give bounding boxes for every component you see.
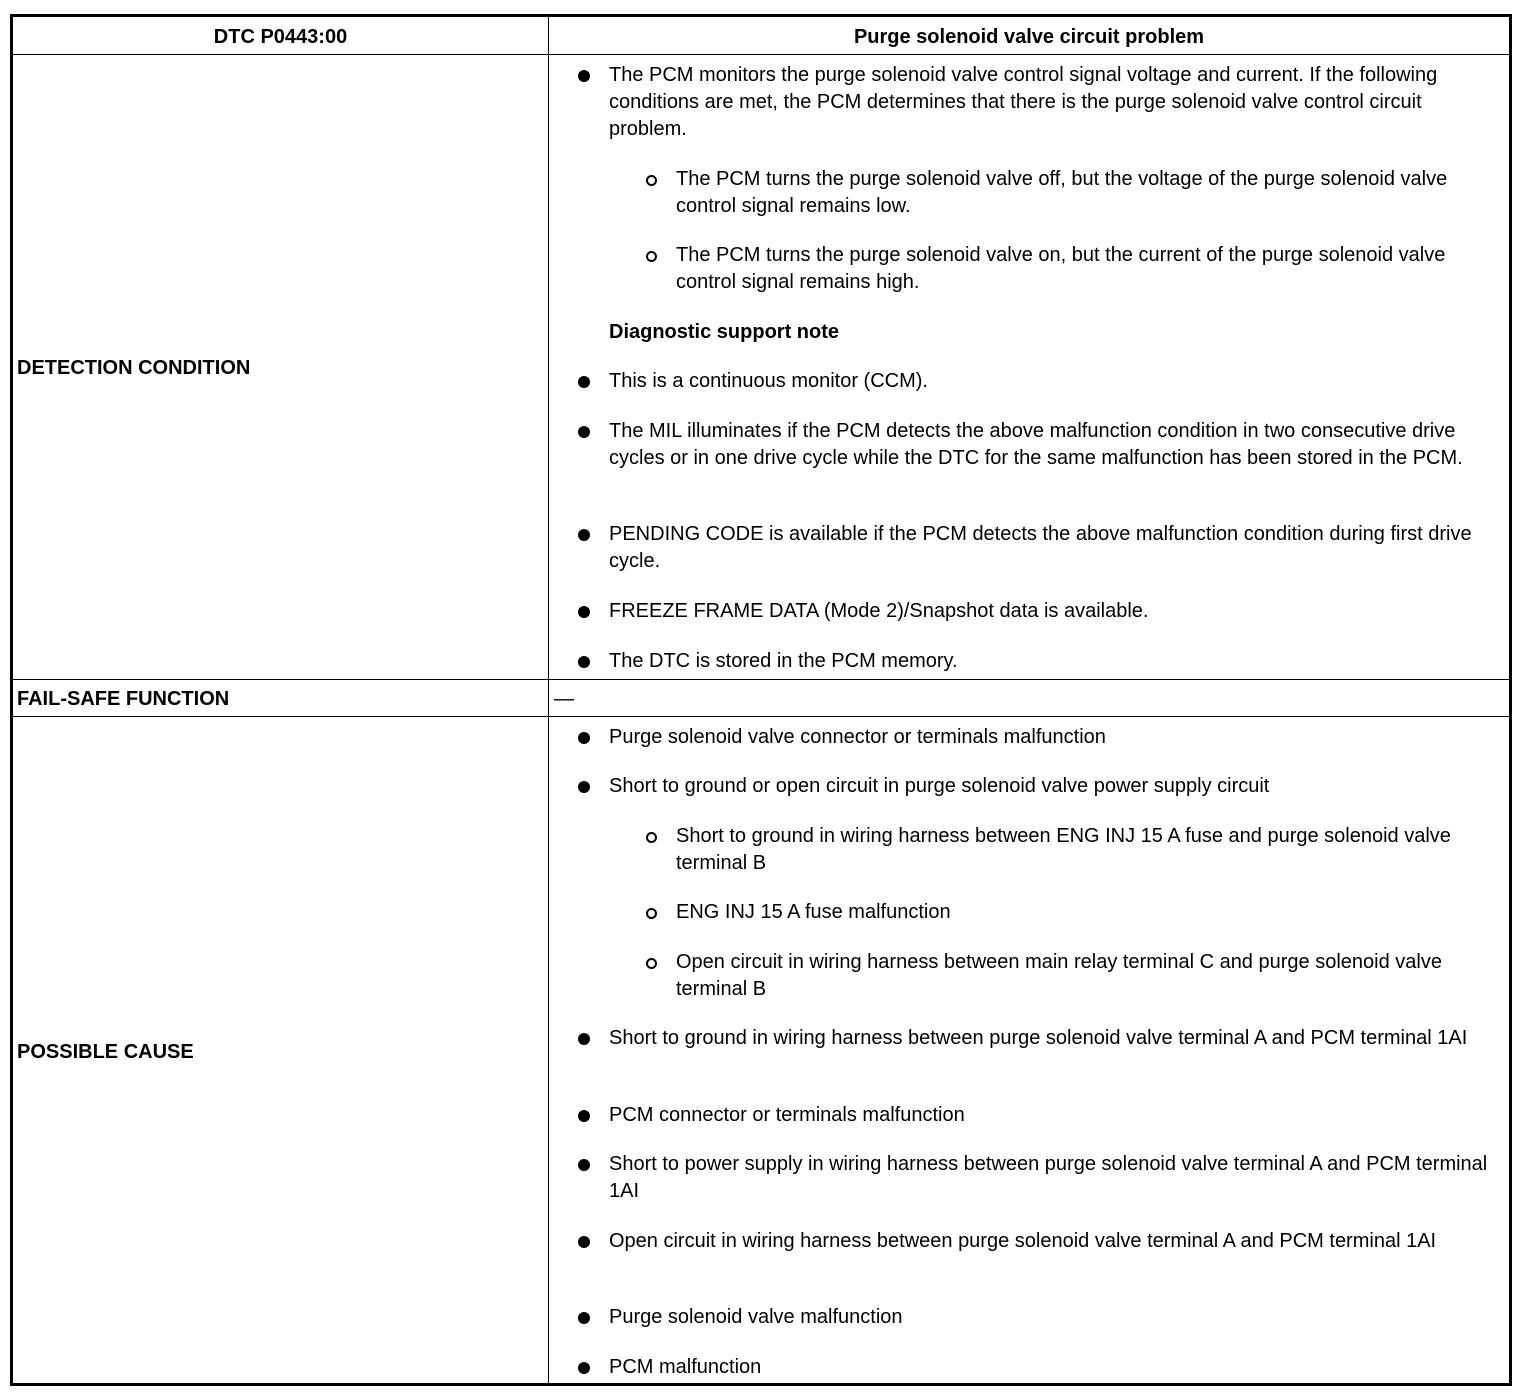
list-item: Open circuit in wiring harness between main relay terminal C and purge solenoid valve terminal B bbox=[676, 949, 1466, 1003]
bullet-icon bbox=[578, 606, 590, 618]
column-divider bbox=[548, 17, 549, 1383]
bullet-icon bbox=[578, 1110, 590, 1122]
bullet-icon bbox=[578, 529, 590, 541]
bullet-icon bbox=[578, 70, 590, 82]
list-item: The DTC is stored in the PCM memory. bbox=[609, 648, 1499, 675]
dtc-title-header: Purge solenoid valve circuit problem bbox=[853, 26, 1205, 48]
circle-bullet-icon bbox=[646, 251, 657, 262]
bullet-icon bbox=[578, 656, 590, 668]
row-divider-failsafe bbox=[13, 716, 1509, 717]
list-item: FREEZE FRAME DATA (Mode 2)/Snapshot data is available. bbox=[609, 598, 1499, 625]
list-item: PENDING CODE is available if the PCM detects the above malfunction condition during first drive cycle. bbox=[609, 521, 1499, 575]
dtc-code-header: DTC P0443:00 bbox=[213, 26, 348, 48]
bullet-icon bbox=[578, 1033, 590, 1045]
list-item: PCM malfunction bbox=[609, 1354, 1499, 1381]
list-item: Short to ground or open circuit in purge solenoid valve power supply circuit bbox=[609, 773, 1499, 800]
bullet-icon bbox=[578, 732, 590, 744]
dtc-table bbox=[10, 14, 1512, 1386]
list-item: This is a continuous monitor (CCM). bbox=[609, 368, 1499, 395]
diagnostic-support-note-heading: Diagnostic support note bbox=[609, 321, 839, 343]
list-item: Open circuit in wiring harness between purge solenoid valve terminal A and PCM terminal 1AI bbox=[609, 1228, 1499, 1255]
circle-bullet-icon bbox=[646, 175, 657, 186]
bullet-icon bbox=[578, 376, 590, 388]
bullet-icon bbox=[578, 781, 590, 793]
possible-cause-label: POSSIBLE CAUSE bbox=[17, 1041, 194, 1063]
bullet-icon bbox=[578, 1236, 590, 1248]
list-item: PCM connector or terminals malfunction bbox=[609, 1102, 1499, 1129]
detection-condition-label: DETECTION CONDITION bbox=[17, 357, 251, 379]
row-divider-detection bbox=[13, 679, 1509, 680]
circle-bullet-icon bbox=[646, 908, 657, 919]
list-item: ENG INJ 15 A fuse malfunction bbox=[676, 899, 1466, 926]
circle-bullet-icon bbox=[646, 958, 657, 969]
bullet-icon bbox=[578, 1362, 590, 1374]
list-item: Short to power supply in wiring harness between purge solenoid valve terminal A and PCM terminal 1AI bbox=[609, 1151, 1499, 1205]
list-item: The PCM turns the purge solenoid valve off, but the voltage of the purge solenoid valve control signal remains low. bbox=[676, 166, 1466, 220]
bullet-icon bbox=[578, 1312, 590, 1324]
bullet-icon bbox=[578, 426, 590, 438]
fail-safe-function-label: FAIL-SAFE FUNCTION bbox=[17, 688, 230, 710]
row-divider-header bbox=[13, 54, 1509, 55]
bullet-icon bbox=[578, 1159, 590, 1171]
list-item: Short to ground in wiring harness between ENG INJ 15 A fuse and purge solenoid valve terminal B bbox=[676, 823, 1466, 877]
list-item: Purge solenoid valve connector or terminals malfunction bbox=[609, 724, 1499, 751]
list-item: The MIL illuminates if the PCM detects the above malfunction condition in two consecutive drive cycles or in one drive cycle while the DTC for the same malfunction has been stored in the PCM. bbox=[609, 418, 1499, 472]
circle-bullet-icon bbox=[646, 832, 657, 843]
list-item: The PCM monitors the purge solenoid valve control signal voltage and current. If the following conditions are met, the PCM determines that there is the purge solenoid valve control circuit problem. bbox=[609, 62, 1499, 143]
list-item: The PCM turns the purge solenoid valve on, but the current of the purge solenoid valve control signal remains high. bbox=[676, 242, 1466, 296]
list-item: Purge solenoid valve malfunction bbox=[609, 1304, 1499, 1331]
fail-safe-function-value: — bbox=[554, 688, 574, 710]
list-item: Short to ground in wiring harness between purge solenoid valve terminal A and PCM terminal 1AI bbox=[609, 1025, 1499, 1052]
